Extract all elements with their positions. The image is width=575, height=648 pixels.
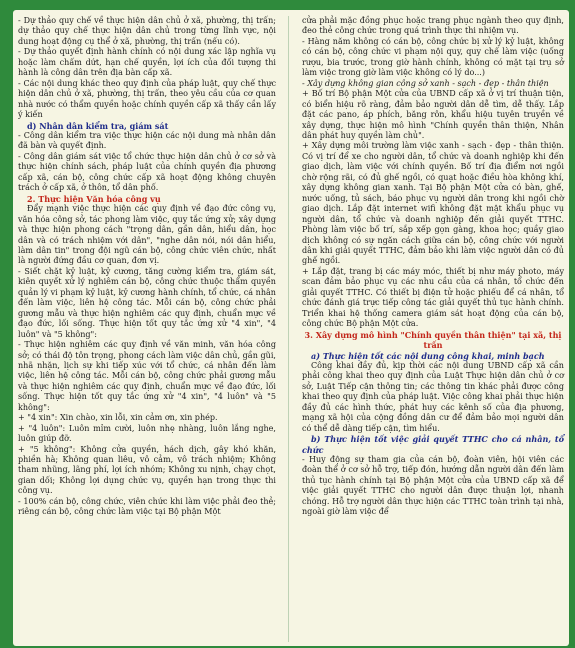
paragraph: + Lắp đặt, trang bị các máy móc, thiết bị như máy photo, máy scan đảm bảo phục vụ các nhu cầu của cá nhân, tổ chức đến giải quyết TTHC. Có thiết bị điện tử hoặc phiếu để cá nhân, tổ chức đánh giá trực tiếp công tác giải quyết thủ tục hành chính. Triển khai hệ thống camera giám sát hoạt động của cán bộ, công chức Bộ phận Một cửa.: [302, 266, 564, 329]
paragraph: + Xây dựng môi trường làm việc xanh - sạch - đẹp - thân thiện. Có vị trí để xe cho người dân, tổ chức và doanh nghiệp khi đến giao dịch, làm việc với chính quyền. Bố trí địa điểm nơi ngồi chờ rộng rãi, có đủ ghế ngồi, có quạt hoặc điều hòa không khí, xây dựng không gian xanh. Tại Bộ phận Một cửa có bàn, ghế, nước uống, tủ sách, báo phục vụ người dân trong khi ngồi chờ giao dịch. Lắp đặt internet wifi không đặt mật khẩu phục vụ người dân, tổ chức và doanh nghiệp đến giải quyết TTHC. Phòng làm việc bố trí, sắp xếp gọn gàng, khoa học; quầy giao dịch không có sự ngăn cách giữa cán bộ, công chức với người dân khi giải quyết TTHC, đảm bảo khi làm việc người dân có đủ ghế ngồi.: [302, 141, 564, 266]
paragraph: - Công dân kiểm tra việc thực hiện các nội dung mà nhân dân đã bàn và quyết định.: [18, 130, 276, 151]
subsection-heading: b) Thực hiện tốt việc giải quyết TTHC cho cá nhân, tổ chức: [302, 434, 564, 455]
paragraph: + Bố trí Bộ phận Một cửa của UBND cấp xã ở vị trí thuận tiện, có biển hiệu rõ ràng, đảm bảo người dân dễ tìm, dễ thấy. Lắp đặt các pano, áp phích, băng rôn, khẩu hiệu tuyên truyền về xây dựng, thực hiện mô hình "Chính quyền thân thiện, Nhân dân phát huy quyền làm chủ".: [302, 89, 564, 140]
subsection-heading: a) Thực hiện tốt các nội dung công khai, minh bạch: [311, 350, 545, 361]
document-page: [13, 10, 569, 646]
paragraph: Đẩy mạnh việc thực hiện các quy định về đạo đức công vụ, văn hóa công sở, tác phong làm việc, quy tắc ứng xử; xây dựng và thực hiện phong cách "trọng dân, gần dân, hiểu dân, học dân và có trách nhiệm với dân", "nghe dân nói, nói dân hiểu, làm dân tin" trong đội ngũ cán bộ, công chức viên chức, nhất là người đứng đầu cơ quan, đơn vị.: [18, 204, 276, 266]
left-green-margin: [0, 0, 13, 648]
left-column: [18, 16, 276, 518]
italic-subheading: - Xây dựng không gian công sở xanh - sạch - đẹp - thân thiện: [302, 78, 549, 88]
paragraph: + "4 xin": Xin chào, xin lỗi, xin cảm ơn, xin phép.: [18, 413, 218, 423]
paragraph: - Dự thảo quyết định hành chính có nội dung xác lập nghĩa vụ hoặc làm chấm dứt, hạn chế quyền, lợi ích của đối tượng thi hành là công dân trên địa bàn cấp xã.: [18, 47, 276, 78]
section-heading: d) Nhân dân kiểm tra, giám sát: [27, 120, 169, 131]
paragraph: + "4 luôn": Luôn mỉm cười, luôn nhẹ nhàng, luôn lắng nghe, luôn giúp đỡ.: [18, 423, 276, 444]
paragraph: - Công dân giám sát việc tổ chức thực hiện dân chủ ở cơ sở và thực hiện chính sách, pháp luật của chính quyền địa phương cấp xã, cán bộ, công chức cấp xã hoạt động không chuyên trách ở cấp xã, ở thôn, tổ dân phố.: [18, 151, 276, 193]
right-green-margin: [569, 0, 575, 648]
paragraph: cửa phải mặc đồng phục hoặc trang phục ngành theo quy định, đeo thẻ công chức trong quá trình thực thi nhiệm vụ.: [302, 16, 564, 36]
paragraph: - Siết chặt kỷ luật, kỷ cương, tăng cường kiểm tra, giám sát, kiên quyết xử lý nghiêm cán bộ, công chức thuộc thẩm quyền quản lý vi phạm kỷ luật, kỷ cương hành chính, tổ chức, cá nhân đến làm việc, liên hệ công tác. Mỗi cán bộ, công chức phải gương mẫu và thực hiện nghiêm các quy định, chuẩn mực về đạo đức, lối sống. Thực hiện tốt quy tắc ứng xử "4 xin", "4 luôn" và "5 không":: [18, 266, 276, 339]
paragraph: + "5 không": Không cửa quyền, hách dịch, gây khó khăn, phiền hà; Không quan liêu, vô cảm, vô trách nhiệm; Không tham nhũng, lãng phí, lợi ích nhóm; Không xu nịnh, chạy chọt, gian dối; Không lợi dụng chức vụ, quyền hạn trong thực thi công vụ.: [18, 444, 276, 496]
paragraph: - Các nội dung khác theo quy định của pháp luật, quy chế thực hiện dân chủ ở xã, phường, thị trấn, theo yêu cầu của cơ quan nhà nước có thẩm quyền hoặc chính quyền cấp xã thấy cần lấy ý kiến: [18, 78, 276, 120]
paragraph: - 100% cán bộ, công chức, viên chức khi làm việc phải đeo thẻ; riêng cán bộ, công chức làm việc tại Bộ phận Một: [18, 496, 276, 517]
paragraph: Công khai đầy đủ, kịp thời các nội dung UBND cấp xã cần phải công khai theo quy định của Luật Thực hiện dân chủ ở cơ sở, Luật Tiếp cận thông tin; các thông tin khác phải được công khai theo quy định của pháp luật. Việc công khai phải thực hiện đầy đủ các hình thức, phát huy các kênh số của địa phương, mạng xã hội của cộng đồng dân cư để đảm bảo mọi người dân có thể dễ dàng tiếp cận, tìm hiểu.: [302, 360, 564, 433]
paragraph: - Hàng năm không có cán bộ, công chức bị xử lý kỷ luật, không có cán bộ, công chức vi phạm nội quy, quy chế làm việc (uống rượu, bia trước, trong giờ hành chính, không có mặt tại trụ sở làm việc trong giờ làm việc không có lý do...): [302, 36, 564, 78]
section-heading: 2. Thực hiện Văn hóa công vụ: [27, 193, 161, 204]
right-column: [302, 16, 564, 518]
paragraph: - Thực hiện nghiêm các quy định về văn minh, văn hóa công sở; có thái độ tôn trọng, phong cách làm việc dân chủ, gần gũi, nhã nhặn, lịch sự khi tiếp xúc với tổ chức, cá nhân đến làm việc, liên hệ công tác. Mỗi cán bộ, công chức phải gương mẫu và thực hiện nghiêm các quy định, chuẩn mực về đạo đức, lối sống. Thực hiện tốt quy tắc ứng xử "4 xin", "4 luôn" và "5 không":: [18, 340, 276, 412]
paragraph: - Dự thảo quy chế về thực hiện dân chủ ở xã, phường, thị trấn; dự thảo quy chế thực hiện dân chủ trong từng lĩnh vực, nội dung hoạt động cụ thể ở xã, phường, thị trấn (nếu có).: [18, 16, 276, 46]
column-divider: [288, 16, 289, 642]
paragraph: - Huy động sự tham gia của cán bộ, đoàn viên, hội viên các đoàn thể ở cơ sở hỗ trợ, tiếp đón, hướng dẫn người dân đến làm thủ tục hành chính tại Bộ phận Một cửa của UBND cấp xã để việc giải quyết TTHC cho người dân được thuận lợi, nhanh chóng. Hỗ trợ người dân thực hiện các TTHC toàn trình tại nhà, ngoài giờ làm việc để: [302, 455, 564, 517]
section-heading: 3. Xây dựng mô hình "Chính quyền thân thiện" tại xã, thị trấn: [304, 329, 562, 351]
